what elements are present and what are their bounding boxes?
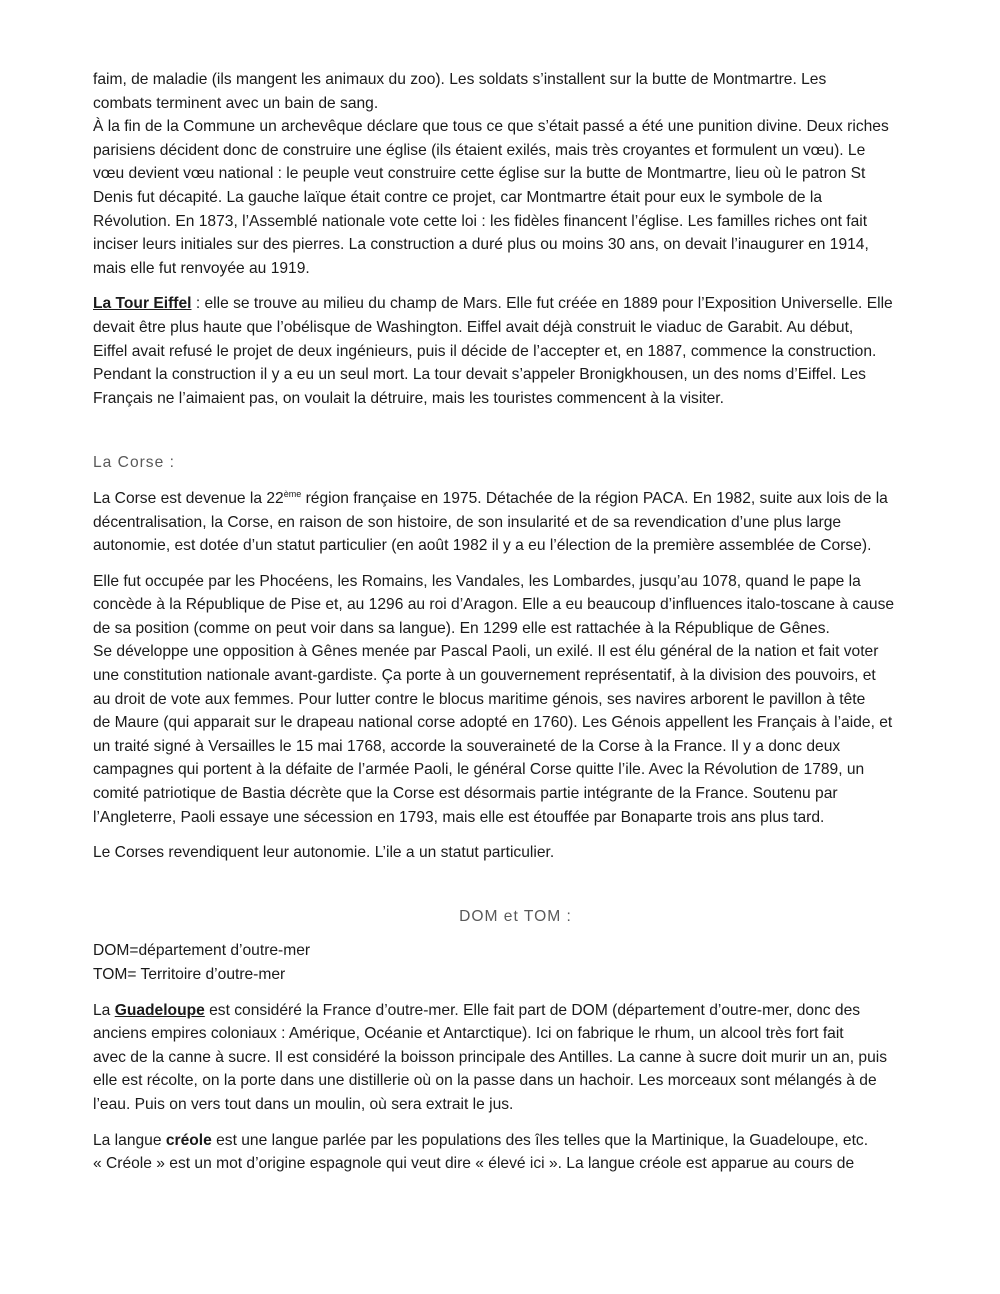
text-line: faim, de maladie (ils mangent les animaux du zoo). Les soldats s’installent sur la butte de Montmartre. Les xyxy=(93,71,827,88)
paragraph-guadeloupe xyxy=(93,999,938,1117)
paragraph-corse-closing xyxy=(93,841,938,865)
text-line: l’eau. Puis on vers tout dans un moulin, où sera extrait le jus. xyxy=(93,1095,514,1113)
text-line: vœu devient vœu national : le peuple veut construire cette église sur la butte de Montmartre, lieu où le patron St xyxy=(93,165,866,183)
text-line: décentralisation, la Corse, en raison de son histoire, de son insularité et de sa revendication d’une plus large xyxy=(93,513,842,531)
text-line xyxy=(93,1129,938,1153)
text-line: de sa position (comme on peut voir dans sa langue). En 1299 elle est rattachée à la République de Gênes. xyxy=(93,619,830,637)
paragraph-creole xyxy=(93,1129,938,1176)
text-line: une constitution nationale avant-gardiste. Ça porte à un gouvernement représentatif, à la division des pouvoirs, et xyxy=(93,667,876,685)
keyword-tour-eiffel: La Tour Eiffel xyxy=(93,295,192,313)
text-line: comité patriotique de Bastia décrète que la Corse est désormais partie intégrante de la France. Soutenu par xyxy=(93,785,838,803)
text-line: Elle fut occupée par les Phocéens, les Romains, les Vandales, les Lombardes, jusqu’au 1078, quand le pape la xyxy=(93,572,861,590)
document-page xyxy=(93,68,938,1188)
text-line xyxy=(93,487,938,511)
text-line: Français ne l’aimaient pas, on voulait la détruire, mais les touristes commencent à la visiter. xyxy=(93,389,724,407)
text-line xyxy=(93,999,938,1023)
text-line: Révolution. En 1873, l’Assemblé nationale vote cette loi : les fidèles financent l’église. Les familles riches ont fait xyxy=(93,212,868,230)
text-line: avec de la canne à sucre. Il est considéré la boisson principale des Antilles. La canne à sucre doit murir un an, puis xyxy=(93,1048,888,1066)
text-line xyxy=(93,292,938,316)
section-heading-corse: La Corse : xyxy=(93,454,175,472)
superscript: ème xyxy=(283,488,302,499)
paragraph-corse-history xyxy=(93,570,938,830)
text-line: campagnes qui portent à la défaite de l’armée Paoli, le général Corse quitte l’ile. Avec la Révolution de 1789, un xyxy=(93,761,865,779)
text-line: Se développe une opposition à Gênes menée par Pascal Paoli, un exilé. Il est élu général de la nation et fait voter xyxy=(93,643,879,661)
text-run: : elle se trouve au milieu du champ de Mars. Elle fut créée en 1889 pour l’Exposition Universelle. Elle xyxy=(191,295,893,313)
text-line: À la fin de la Commune un archevêque déclare que tous ce que s’était passé a été une punition divine. Deux riches xyxy=(93,118,889,136)
text-line: devait être plus haute que l’obélisque de Washington. Eiffel avait déjà construit le viaduc de Garabit. Au début, xyxy=(93,318,854,336)
text-line: « Créole » est un mot d’origine espagnole qui veut dire « élevé ici ». La langue créole est apparue au cours de xyxy=(93,1155,855,1173)
text-line: concède à la République de Pise et, au 1296 au roi d’Aragon. Elle a eu beaucoup d’influences italo-toscane à cause xyxy=(93,596,895,614)
text-line: inciser leurs initiales sur des pierres. La construction a duré plus ou moins 30 ans, on devait l’inaugurer en 1914, xyxy=(93,236,869,254)
text-line: Pendant la construction il y a eu un seul mort. La tour devait s’appeler Bronigkhousen, un des noms d’Eiffel. Les xyxy=(93,366,866,384)
text-line: autonomie, est dotée d’un statut particulier (en août 1982 il y a eu l’élection de la première assemblée de Corse). xyxy=(93,537,872,555)
text-line: un traité signé à Versailles le 15 mai 1768, accorde la souveraineté de la Corse à la France. Il y a donc deux xyxy=(93,737,841,755)
text-run: est considéré la France d’outre-mer. Elle fait part de DOM (département d’outre-mer, donc des xyxy=(204,1001,861,1019)
text-line: l’Angleterre, Paoli essaye une sécession en 1793, mais elle est étouffée par Bonaparte trois ans plus tard. xyxy=(93,808,825,826)
text-line: anciens empires coloniaux : Amérique, Océanie et Antarctique). Ici on fabrique le rhum, un alcool très fort fait xyxy=(93,1025,844,1043)
text-line: elle est récolte, on la porte dans une distillerie où on la passe dans un hachoir. Les morceaux sont mélangés à de xyxy=(93,1072,877,1090)
text-line: combats terminent avec un bain de sang. xyxy=(93,94,379,112)
text-run: La langue xyxy=(93,1131,166,1149)
definition-dom: DOM=département d’outre-mer xyxy=(93,942,311,960)
paragraph-commune-montmartre xyxy=(93,68,938,280)
text-run: région française en 1975. Détachée de la région PACA. En 1982, suite aux lois de la xyxy=(301,489,888,507)
text-line: au droit de vote aux femmes. Pour lutter contre le blocus maritime génois, ses navires arborent le pavillon à tête xyxy=(93,690,866,708)
text-line: Le Corses revendiquent leur autonomie. L’ile a un statut particulier. xyxy=(93,844,555,862)
text-line: de Maure (qui apparait sur le drapeau national corse adopté en 1760). Les Génois appellent les Français à l’aide, et xyxy=(93,714,893,732)
text-run: La Corse est devenue la 22 xyxy=(93,489,284,507)
text-line: Eiffel avait refusé le projet de deux ingénieurs, puis il décide de l’accepter et, en 1887, commence la construction. xyxy=(93,342,877,360)
paragraph-corse-intro xyxy=(93,487,938,558)
text-run: est une langue parlée par les populations des îles telles que la Martinique, la Guadeloupe, etc. xyxy=(211,1131,869,1149)
text-run: La xyxy=(93,1001,115,1019)
keyword-guadeloupe: Guadeloupe xyxy=(114,1001,205,1019)
keyword-creole: créole xyxy=(165,1131,212,1149)
definition-tom: TOM= Territoire d’outre-mer xyxy=(93,966,286,983)
section-heading-dom-tom: DOM et TOM : xyxy=(459,907,572,925)
paragraph-tour-eiffel xyxy=(93,292,938,410)
paragraph-definitions xyxy=(93,939,938,986)
text-line: mais elle fut renvoyée au 1919. xyxy=(93,259,310,277)
text-line: Denis fut décapité. La gauche laïque était contre ce projet, car Montmartre était pour eux le symbole de la xyxy=(93,188,822,206)
text-line: parisiens décident donc de construire une église (ils étaient exilés, mais très croyantes et formulent un vœu). Le xyxy=(93,141,866,159)
